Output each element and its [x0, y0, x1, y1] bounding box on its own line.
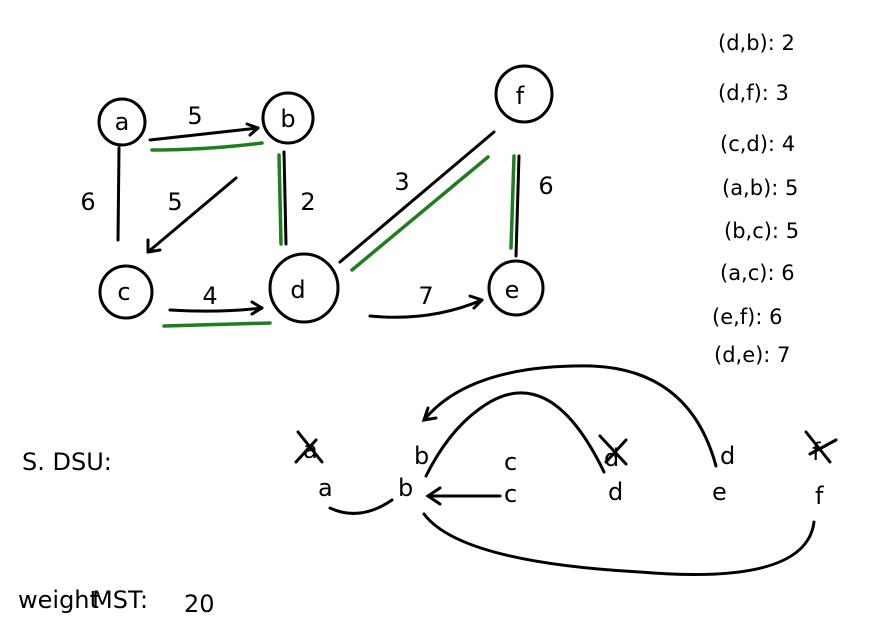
weight-b-d: 2 — [300, 188, 316, 216]
edge-f-e — [516, 156, 519, 256]
sorted-edge-1: (d,f): 3 — [718, 81, 789, 105]
weight-b-c: 5 — [167, 188, 183, 216]
dsu-node-e: e — [712, 478, 727, 506]
dsu-parent-a-old: a — [303, 436, 318, 464]
edge-a-c — [118, 148, 119, 240]
dsu-label: S. DSU: — [22, 448, 112, 476]
sorted-edge-0: (d,b): 2 — [718, 31, 795, 55]
weight-d-e: 7 — [418, 282, 434, 310]
sorted-edge-5: (a,c): 6 — [720, 261, 795, 285]
sorted-edge-2: (c,d): 4 — [720, 132, 796, 156]
sorted-edge-7: (d,e): 7 — [714, 343, 791, 367]
node-c-label: c — [117, 278, 131, 306]
dsu-parent-b: b — [414, 442, 430, 470]
dsu-parent-f-old: f — [812, 438, 821, 466]
weight-a-c: 6 — [80, 188, 96, 216]
edge-weights — [80, 102, 553, 310]
mst-edge-f-e — [511, 156, 514, 248]
node-b — [263, 93, 313, 143]
graph-edges — [118, 124, 519, 317]
node-b-label: b — [280, 105, 296, 133]
mst-edge-b-d — [279, 155, 281, 244]
dsu-arrow-f-to-b — [424, 514, 814, 575]
dsu-node-c: c — [504, 480, 518, 508]
node-a — [99, 99, 145, 145]
dsu-parent-c: c — [504, 448, 518, 476]
dsu-node-d: d — [608, 478, 624, 506]
sorted-edge-list — [712, 31, 799, 367]
edge-b-d — [284, 152, 286, 244]
dsu-parent-d-old: d — [604, 444, 620, 472]
node-c — [100, 266, 152, 318]
node-d-label: d — [290, 276, 306, 304]
sorted-edge-3: (a,b): 5 — [722, 176, 799, 200]
mst-result — [18, 586, 215, 618]
dsu-node-a: a — [318, 474, 333, 502]
dsu-arrow-e-to-b — [424, 366, 716, 466]
mst-edge-c-d — [164, 323, 270, 326]
weight-c-d: 4 — [202, 282, 218, 310]
edge-d-f — [340, 132, 494, 262]
dsu-arrow-a-to-b — [330, 500, 392, 513]
node-f-label: f — [515, 82, 525, 110]
result-label: MST: — [92, 586, 149, 614]
node-d — [270, 254, 338, 322]
node-e-label: e — [504, 276, 520, 304]
dsu-node-b: b — [398, 474, 414, 502]
node-f — [496, 66, 552, 122]
sorted-edge-4: (b,c): 5 — [724, 219, 800, 243]
edge-b-c — [148, 178, 236, 252]
weight-f-e: 6 — [538, 172, 554, 200]
mst-edge-d-f — [352, 157, 488, 270]
edge-a-b — [150, 128, 258, 140]
dsu-node-f: f — [815, 482, 824, 510]
sorted-edge-6: (e,f): 6 — [712, 305, 783, 329]
weight-d-f: 3 — [394, 168, 410, 196]
result-prefix: weight — [18, 586, 99, 614]
dsu-strike-f — [806, 432, 836, 462]
node-a-label: a — [114, 108, 130, 136]
weight-a-b: 5 — [187, 102, 203, 130]
result-value: 20 — [184, 590, 215, 618]
dsu-section — [22, 366, 836, 575]
dsu-parent-e: d — [720, 442, 736, 470]
mst-edge-a-b — [152, 143, 262, 150]
node-e — [489, 261, 543, 315]
